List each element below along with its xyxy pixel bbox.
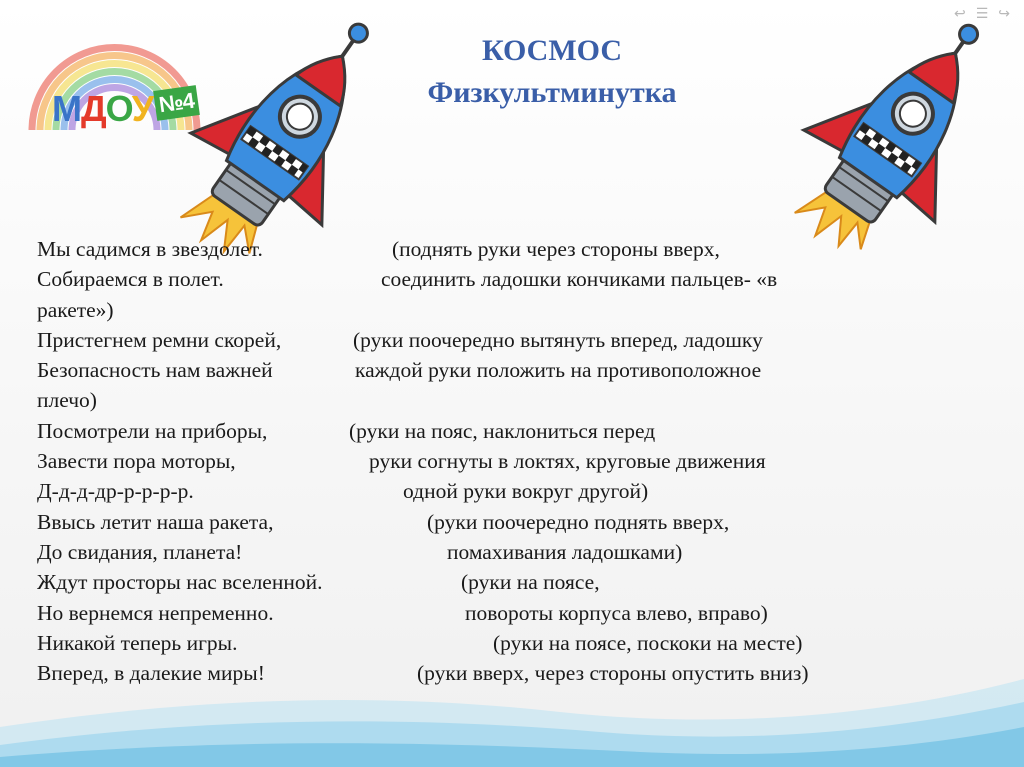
verse-text: ракете») bbox=[37, 297, 114, 322]
poem-line bbox=[37, 446, 917, 476]
verse-text: Никакой теперь игры. bbox=[37, 630, 238, 655]
action-text: помахивания ладошками) bbox=[447, 539, 683, 564]
verse-text: Но вернемся непременно. bbox=[37, 600, 274, 625]
action-text: каждой руки положить на противоположное bbox=[355, 358, 762, 383]
poem-line bbox=[37, 476, 917, 506]
page-title: КОСМОС bbox=[481, 34, 623, 67]
poem-body bbox=[37, 234, 917, 688]
poem-line bbox=[37, 385, 917, 415]
page-subtitle: Физкультминутка bbox=[427, 76, 677, 109]
poem-line bbox=[37, 295, 917, 325]
rocket-icon bbox=[150, 8, 415, 263]
logo-number: №4 bbox=[153, 85, 200, 121]
verse-text: До свидания, планета! bbox=[37, 539, 243, 564]
rocket-icon bbox=[758, 10, 1024, 255]
action-text: (руки поочередно вытянуть вперед, ладошку bbox=[353, 327, 763, 352]
verse-text: Завести пора моторы, bbox=[37, 449, 236, 474]
poem-line bbox=[37, 234, 917, 264]
verse-text: Посмотрели на приборы, bbox=[37, 418, 268, 443]
poem-line bbox=[37, 355, 917, 385]
action-text: руки согнуты в локтях, круговые движения bbox=[369, 449, 766, 474]
action-text: повороты корпуса влево, вправо) bbox=[465, 600, 768, 625]
poem-line bbox=[37, 628, 917, 658]
action-text: (руки на поясе, поскоки на месте) bbox=[493, 630, 803, 655]
action-text: (руки поочередно поднять вверх, bbox=[427, 509, 730, 534]
action-text: соединить ладошки кончиками пальцев- «в bbox=[381, 267, 778, 292]
forward-arrow-icon[interactable]: ↪ bbox=[998, 6, 1010, 22]
verse-text: Собираемся в полет. bbox=[37, 267, 224, 292]
action-text: (руки на поясе, bbox=[461, 570, 600, 595]
poem-line bbox=[37, 325, 917, 355]
verse-text: Д-д-д-др-р-р-р-р. bbox=[37, 479, 194, 504]
menu-icon[interactable]: ☰ bbox=[975, 6, 989, 22]
verse-text: Ввысь летит наша ракета, bbox=[37, 509, 274, 534]
verse-text: Пристегнем ремни скорей, bbox=[37, 327, 282, 352]
back-arrow-icon[interactable]: ↩ bbox=[953, 6, 966, 22]
action-text: (руки вверх, через стороны опустить вниз) bbox=[417, 661, 809, 686]
action-text: (поднять руки через стороны вверх, bbox=[392, 237, 720, 261]
logo-text: МДОУ №4 bbox=[52, 88, 198, 130]
poem-line bbox=[37, 416, 917, 446]
poem-line bbox=[37, 598, 917, 628]
poem-line bbox=[37, 537, 917, 567]
poem-line bbox=[37, 264, 917, 294]
action-text: (руки на пояс, наклониться перед bbox=[349, 418, 656, 443]
verse-text: Ждут просторы нас вселенной. bbox=[37, 570, 323, 595]
action-text: одной руки вокруг другой) bbox=[403, 479, 649, 504]
poem-line bbox=[37, 507, 917, 537]
poem-line bbox=[37, 567, 917, 597]
verse-text: плечо) bbox=[37, 388, 97, 413]
verse-text: Вперед, в далекие миры! bbox=[37, 661, 265, 686]
verse-text: Мы садимся в звездолет. bbox=[37, 237, 263, 261]
verse-text: Безопасность нам важней bbox=[37, 358, 273, 383]
wave-decoration bbox=[0, 657, 1024, 767]
